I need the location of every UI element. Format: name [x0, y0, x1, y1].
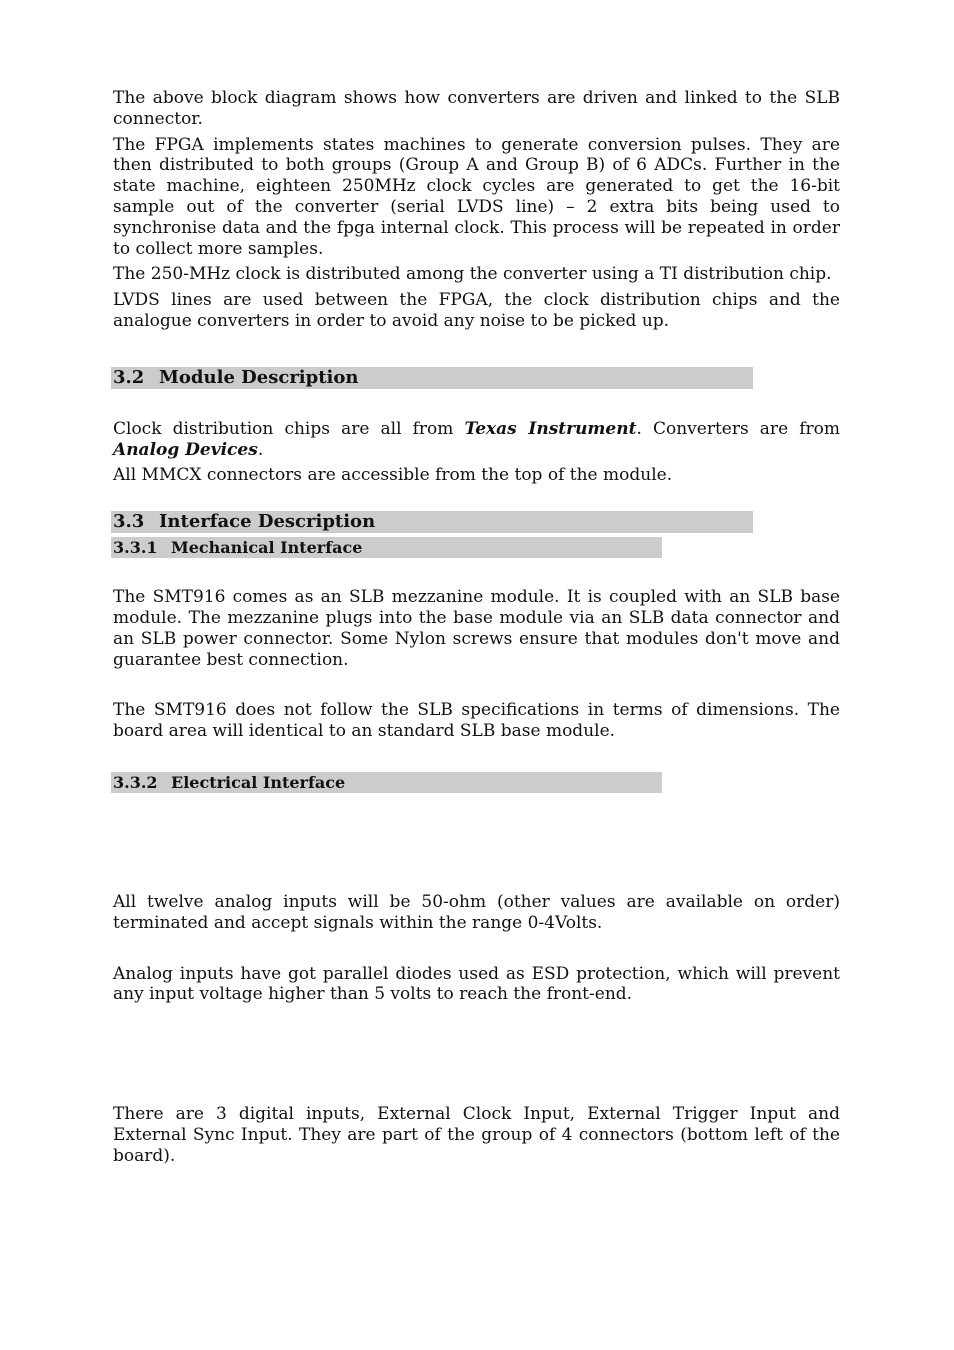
paragraph-clock-distribution: The 250-MHz clock is distributed among the converter using a TI distribution chip. [113, 264, 832, 285]
section-title: Interface Description [159, 511, 376, 533]
text-run: Clock distribution chips are all from [113, 418, 465, 439]
section-number: 3.2 [113, 366, 145, 388]
paragraph-block-diagram: The above block diagram shows how converters are driven and linked to the SLB connector. [113, 88, 840, 129]
section-title: Electrical Interface [171, 772, 346, 792]
section-title: Module Description [159, 366, 359, 388]
paragraph-mezzanine-module: The SMT916 comes as an SLB mezzanine module. It is coupled with an SLB base module. The mezzanine plugs into the base module via an SLB data connector and an SLB power connector. Some Nylon screws ensure that modules don't move and guarantee best connection. [113, 587, 840, 670]
paragraph-analog-inputs: All twelve analog inputs will be 50-ohm (other values are available on order) terminated and accept signals within the range 0-4Volts. [113, 891, 840, 933]
section-number: 3.3 [113, 511, 145, 533]
paragraph-dimensions: The SMT916 does not follow the SLB specifications in terms of dimensions. The board area will identical to an standard SLB base module. [113, 700, 840, 742]
heading-interface-description [111, 511, 753, 533]
section-number: 3.3.1 [113, 538, 158, 558]
section-number: 3.3.2 [113, 772, 158, 792]
paragraph-fpga-state-machines: The FPGA implements states machines to generate conversion pulses. They are then distributed to both groups (Group A and Group B) of 6 ADCs. Further in the state machine, eighteen 250MHz clock cycles are generated to get the 16-bit sample out of the converter (serial LVDS line) – 2 extra bits being used to synchronise data and the fpga internal clock. This process will be repeated in order to collect more samples. [113, 134, 840, 259]
heading-mechanical-interface [111, 537, 662, 558]
paragraph-chip-vendors [113, 419, 840, 461]
text-run: . Converters are from [636, 418, 841, 439]
text-run: . [257, 439, 264, 460]
paragraph-digital-inputs: There are 3 digital inputs, External Clock Input, External Trigger Input and External Sync Input. They are part of the group of 4 connectors (bottom left of the board). [113, 1104, 840, 1166]
vendor-analog-devices: Analog Devices [113, 439, 258, 460]
vendor-texas-instrument: Texas Instrument [464, 418, 637, 439]
section-title: Mechanical Interface [171, 538, 363, 558]
document-body [113, 88, 840, 1172]
heading-electrical-interface [111, 772, 662, 793]
paragraph-lvds-lines: LVDS lines are used between the FPGA, the clock distribution chips and the analogue converters in order to avoid any noise to be picked up. [113, 290, 840, 331]
paragraph-esd-protection: Analog inputs have got parallel diodes used as ESD protection, which will prevent any input voltage higher than 5 volts to reach the front-end. [113, 963, 840, 1005]
paragraph-mmcx-connectors: All MMCX connectors are accessible from the top of the module. [113, 465, 673, 486]
heading-module-description [111, 367, 753, 389]
